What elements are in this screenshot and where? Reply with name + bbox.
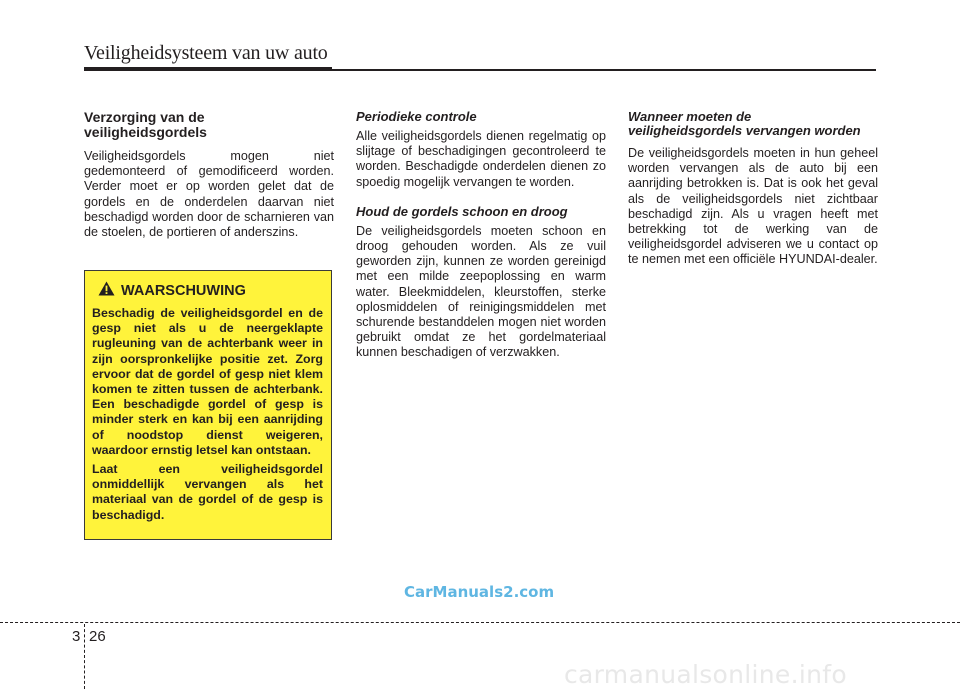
warning-triangle-icon <box>98 281 115 301</box>
page-number-divider <box>84 624 85 689</box>
paragraph-keep-clean: De veiligheidsgordels moeten schoon en droog gehouden worden. Als ze vuil geworden zijn, kunnen ze worden gereinigd met een milde zeepoplossing en warm water. Bleekmiddelen, kleurstoffen, sterke oplosmiddelen of reinigingsmiddelen met schurende bestanddelen mogen niet worden gebruikt omdat ze het gordelmateriaal kunnen beschadigen of verzwakken. <box>356 223 606 360</box>
page-number: 26 <box>89 628 106 645</box>
heading-keep-clean: Houd de gordels schoon en droog <box>356 203 568 219</box>
watermark-link[interactable]: CarManuals2.com <box>404 583 555 601</box>
section-title: Veiligheidsysteem van uw auto <box>84 42 328 64</box>
warning-paragraph-1: Beschadig de veiligheidsgordel en de gesp niet als u de neergeklapte rugleuning van de achterbank weer in zijn oorspronkelijke positie zet. Zorg ervoor dat de gordel of gesp niet klem komen te zitten tussen de achterbank. Een beschadigde gordel of gesp is minder sterk en kan bij een aanrijding of noodstop dienst weigeren, waardoor ernstig letsel kan ontstaan. <box>92 306 323 457</box>
footer-rule <box>0 622 960 623</box>
warning-title: WAARSCHUWING <box>121 283 246 299</box>
header-rule-thick <box>84 67 332 71</box>
heading-when-replace: Wanneer moeten de veiligheidsgordels vervangen worden <box>628 109 861 138</box>
warning-paragraph-2: Laat een veiligheidsgordel onmiddellijk vervangen als het materiaal van de gordel of de gesp is beschadigd. <box>92 462 323 522</box>
column-3 <box>628 110 878 283</box>
site-watermark: carmanualsonline.info <box>564 660 847 689</box>
header-rule-thin <box>332 69 876 71</box>
paragraph-belt-care: Veiligheidsgordels mogen niet gedemonteerd of gemodificeerd worden. Verder moet er op worden gelet dat de gordels en de onderdelen daarvan niet beschadigd worden door de scharnieren van de stoelen, de portieren of anderszins. <box>84 149 334 240</box>
warning-header <box>98 281 323 301</box>
paragraph-periodic-check: Alle veiligheidsgordels dienen regelmatig op slijtage of beschadigingen gecontroleerd te worden. Beschadigde onderdelen dienen zo spoedig mogelijk vervangen te worden. <box>356 129 606 189</box>
column-1 <box>84 110 334 255</box>
chapter-number: 3 <box>72 628 81 645</box>
heading-periodic-check: Periodieke controle <box>356 109 477 124</box>
warning-box <box>84 270 332 540</box>
heading-belt-care: Verzorging van de veiligheidsgordels <box>84 109 207 140</box>
paragraph-when-replace: De veiligheidsgordels moeten in hun geheel worden vervangen als de auto bij een aanrijding betrokken is. Dat is ook het geval als de veiligheidsgordels niet zichtbaar beschadigd zijn. Als u vragen heeft met betrekking tot de werking van de veiligheidsgordel adviseren we u contact op te nemen met een officiële HYUNDAI-dealer. <box>628 146 878 267</box>
column-2 <box>356 110 606 376</box>
